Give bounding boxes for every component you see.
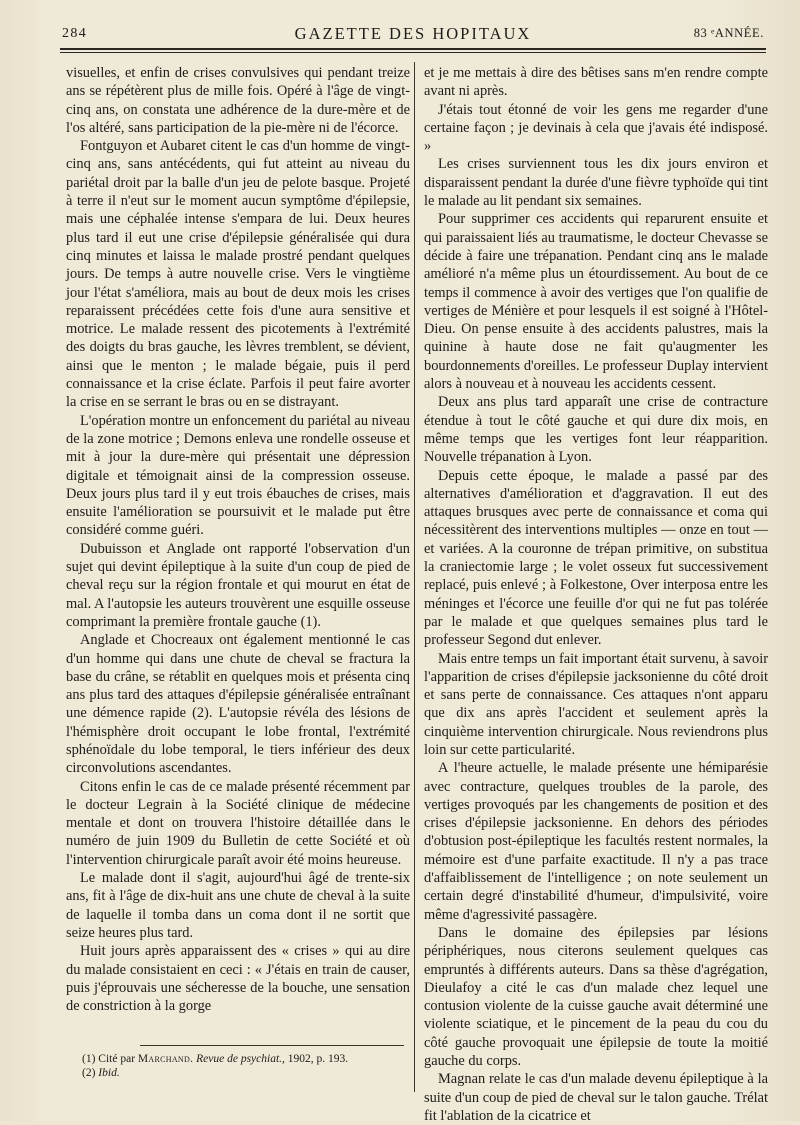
- paragraph: Deux ans plus tard apparaît une crise de contracture étendue à tout le côté gauche et qui dure dix mois, en même temps que les vertiges font leur réapparition. Nouvelle trépanation à Lyon.: [424, 394, 768, 466]
- paragraph-text: L'autopsie révéla des lésions de l'hémisphère droit occupant le lobe frontal, l'extrémité sphénoïdale du lobe temporal, le tiers inférieur des deux circonvolutions ascendantes.: [66, 705, 410, 777]
- paragraph-text: Dubuisson et Anglade ont rapporté l'observation d'un sujet qui devint épileptique à la suite d'un coup de pied de cheval reçu sur la région frontale et qui mourut en état de mal. A l'autopsie les auteurs trouvèrent une esquille osseuse comprimant la première frontale gauche: [66, 540, 410, 630]
- paragraph: Citons enfin le cas de ce malade présenté récemment par le docteur Legrain à la Société clinique de médecine mentale et dont on trouvera l'histoire détaillée dans le numéro de juin 1909 du Bulletin de cette Société et où l'intervention chirurgicale paraît avoir été moins heureuse.: [66, 778, 410, 868]
- paragraph: L'opération montre un enfoncement du pariétal au niveau de la zone motrice ; Demons enleva une rondelle osseuse et mit à jour la dure-mère qui présentait une dépression digitale et témoignait ainsi de la compression osseuse. Deux jours plus tard il y eut trois ébauches de crises, mais ensuite l'amélioration se poursuivit et le malade put être considéré comme guéri.: [66, 412, 410, 539]
- paragraph: Depuis cette époque, le malade a passé par des alternatives d'amélioration et d'aggravation. Il eut des attaques brusques avec perte de connaissance et coma qui nécessitèrent des interventions multiples — onze en tout — et variées. A la couronne de trépan primitive, on substitua la craniectomie large ; le volet osseux fut successivement replacé, puis enlevé ; à Folkestone, Over interposa entre les méninges et l'écorce une feuille d'or qui ne fut pas tolérée par le malade et que quelques semaines plus tard le professeur Segond dut enlever.: [424, 467, 768, 649]
- left-column: [66, 64, 410, 1015]
- paragraph: [66, 631, 410, 777]
- footnote-2: [82, 1066, 412, 1080]
- footnote-author: Marchand.: [137, 1053, 194, 1065]
- footnote-text: Cité par: [98, 1053, 136, 1065]
- paragraph: Le malade dont il s'agit, aujourd'hui âgé de trente-six ans, fit à l'âge de dix-huit ans une chute de cheval à la suite de laquelle il tomba dans un coma dont il ne sortit que seize heures plus tard.: [66, 870, 410, 941]
- paragraph: visuelles, et enfin de crises convulsives qui pendant treize ans se répétèrent plus de mille fois. Opéré à l'âge de vingt-cinq ans, on constata une adhérence de la dure-mère et de l'os altéré, sans participation de la pie-mère ni de l'écorce.: [66, 65, 410, 136]
- paragraph: Dans le domaine des épilepsies par lésions périphériques, nous citerons seulement quelques cas empruntés à différents auteurs. Dans sa thèse d'agrégation, Dieulafoy a cité le cas d'un malade chez lequel une contusion violente de la cuisse gauche avait déterminé une violente sciatique, et le pincement de la peau du cou du côté gauche provoquait une épilepsie de toute la moitié gauche du corps.: [424, 924, 768, 1070]
- footnote-journal: Revue de psychiat.,: [196, 1053, 285, 1065]
- page-number: 284: [62, 26, 88, 41]
- year-label: 83 ᵉANNÉE.: [693, 26, 764, 40]
- paragraph: Fontguyon et Aubaret citent le cas d'un homme de vingt-cinq ans, sans antécédents, qui fut atteint au niveau du pariétal droit par la balle d'un jeu de pelote basque. Projeté à terre il n'eut sur le moment aucun symptôme d'épilepsie, mais une céphalée intense s'empara de lui. Deux heures plus tard il eut une crise d'épilepsie généralisée qui dura cinq minutes et laissa le malade prostré pendant quelques jours. De temps à autre nouvelle crise. Vers le vingtième jour l'état s'améliora, mais au bout de deux mois les crises reparaissent précédées cette fois d'une aura sensitive et motrice. Le malade ressent des picotements à l'extrémité des doigts du bras gauche, les lèvres tremblent, se dévient, ainsi que le menton ; le malade bégaie, puis il perd connaissance et la crise éclate. Parfois il peut faire avorter la crise en se serrant le bras ou en se distrayant.: [66, 138, 410, 411]
- right-column: [424, 64, 768, 1125]
- paragraph: Huit jours après apparaissent des « crises » qui au dire du malade consistaient en ceci : « J'étais en train de causer, puis j'éprouvais une sécheresse de la bouche, une sensation de constriction à la gorge: [66, 943, 410, 1015]
- footnote-1: [82, 1052, 412, 1066]
- journal-title: GAZETTE DES HOPITAUX: [294, 24, 532, 43]
- footnotes: [82, 1052, 412, 1080]
- paragraph: A l'heure actuelle, le malade présente une hémiparésie avec contracture, quelques troubles de la parole, des vertiges provoqués par les changements de position et des crises d'épilepsie jacksonienne. En dehors des périodes d'obtusion post-épileptique les facultés restent normales, la mémoire est d'une parfaite exactitude. Il n'y a pas trace d'affaiblissement de l'intelligence ; on note seulement un certain degré d'instabilité d'humeur, d'impulsivité, voire même d'agressivité passagère.: [424, 760, 768, 923]
- footnote-ref: (1).: [300, 613, 321, 630]
- header-rule-thin: [60, 52, 766, 53]
- footnote-text: 1902, p. 193.: [287, 1053, 349, 1065]
- paragraph-text: Anglade et Chocreaux ont également mentionné le cas d'un homme qui dans une chute de cheval se fractura la base du crâne, se rétablit en quelques mois et présenta cinq ans plus tard des attaques d'épilepsie généralisée entraînant une démence rapide: [66, 632, 410, 722]
- paragraph: Mais entre temps un fait important était survenu, à savoir l'apparition de crises d'épilepsie jacksonienne du côté droit et sans perte de connaissance. Ces attaques n'ont apparu que dix ans après l'accident et seulement après la cinquième intervention chirurgicale. Nous reviendrons plus loin sur cette particularité.: [424, 650, 768, 758]
- paragraph: Magnan relate le cas d'un malade devenu épileptique à la suite d'un coup de pied de cheval sur le talon gauche. Trélat fit l'ablation de la cicatrice et: [424, 1071, 768, 1124]
- column-divider: [414, 62, 415, 1092]
- footnote-ref: (2).: [192, 705, 213, 722]
- footnote-rule: [140, 1045, 404, 1046]
- footnote-number: (2): [82, 1067, 96, 1079]
- running-header: [62, 22, 764, 46]
- paragraph: et je me mettais à dire des bêtises sans m'en rendre compte avant ni après.: [424, 65, 768, 100]
- paragraph: J'étais tout étonné de voir les gens me regarder d'une certaine façon ; je devinais à cela que j'avais été indisposé. »: [424, 101, 768, 155]
- footnote-text: Ibid.: [98, 1067, 120, 1079]
- header-rule-thick: [60, 48, 766, 50]
- paragraph: [66, 540, 410, 631]
- footnote-number: (1): [82, 1053, 96, 1065]
- paragraph: Pour supprimer ces accidents qui reparurent ensuite et qui paraissaient liés au traumatisme, le docteur Chevasse se décide à faire une trépanation. Pendant cinq ans le malade amélioré n'a même plus un étourdissement. Au bout de ce temps il commence à avoir des vertiges que l'on qualifie de vertiges de Ménière et pour lesquels il est soigné à l'Hôtel-Dieu. On pense ensuite à des accidents palustres, mais la quinine à haute dose ne fait qu'augmenter les bourdonnements d'oreilles. Le professeur Duplay intervient alors à nouveau et à nouveau les accidents cessent.: [424, 211, 768, 393]
- paragraph: Les crises surviennent tous les dix jours environ et disparaissent pendant la durée d'une fièvre typhoïde qui tint le malade au lit pendant six semaines.: [424, 156, 768, 210]
